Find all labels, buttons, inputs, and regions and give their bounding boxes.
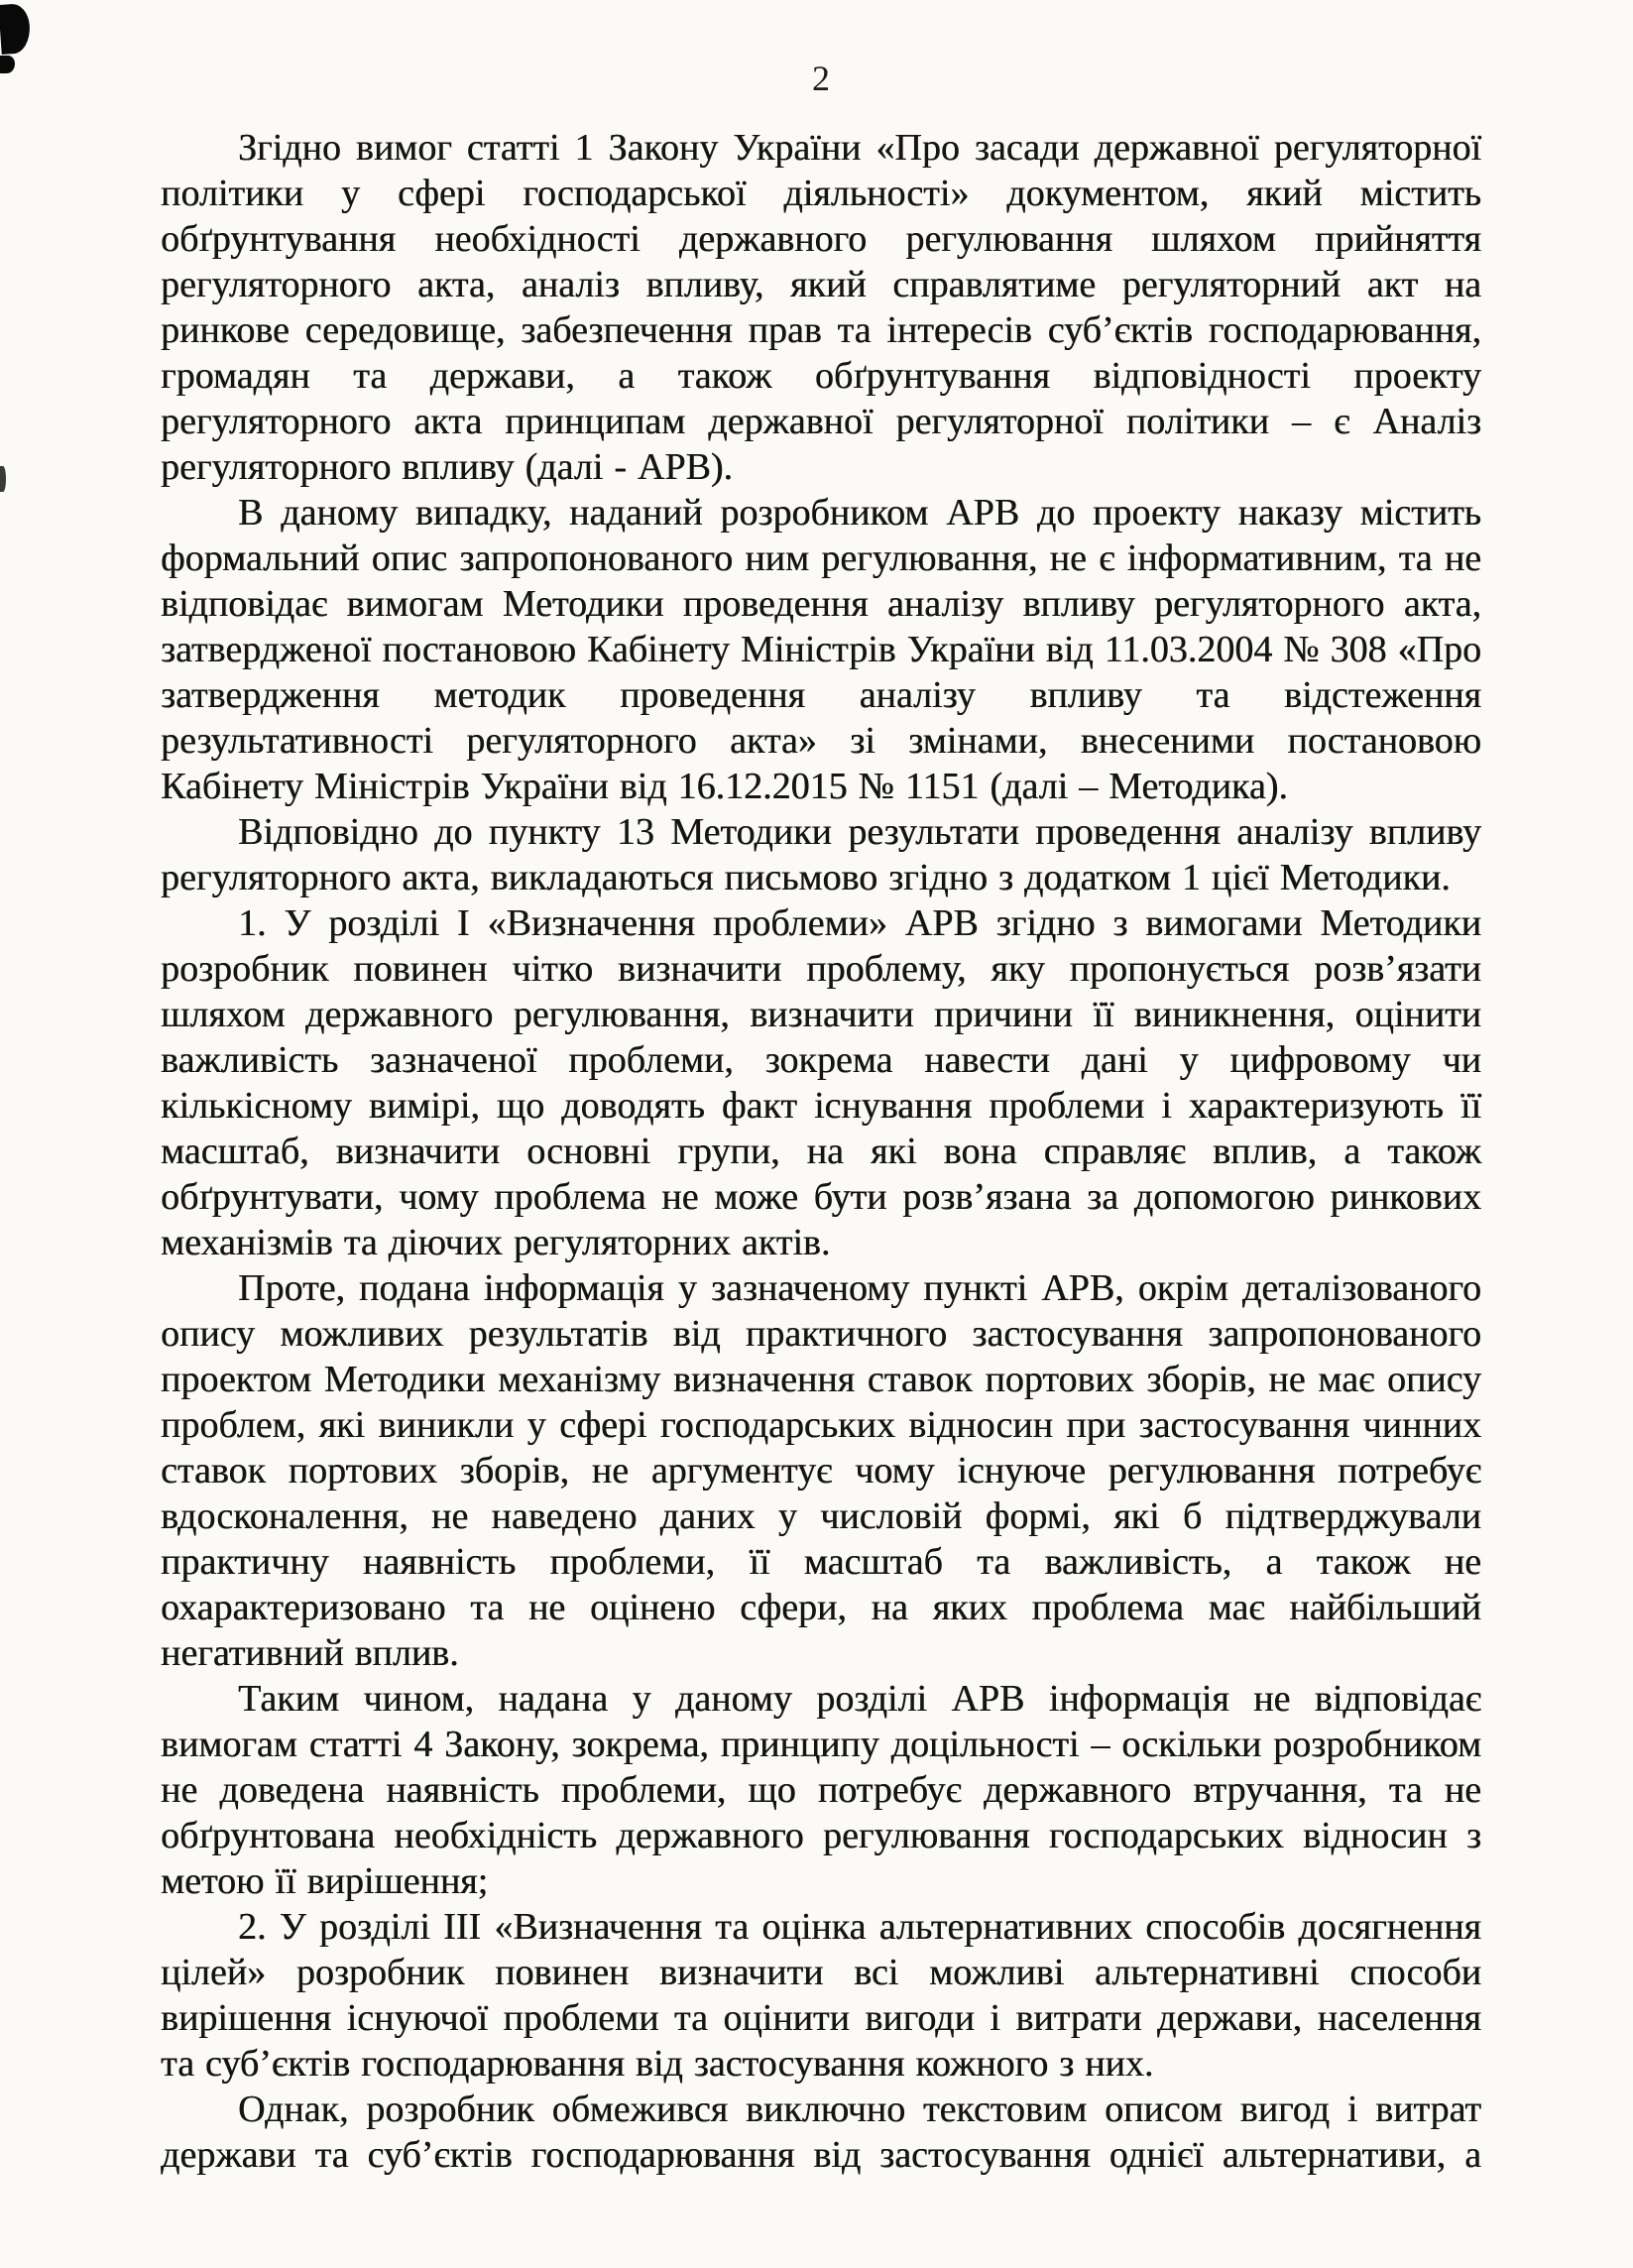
paragraph-item-1-section-1: 1. У розділі І «Визначення проблеми» АРВ згідно з вимогами Методики розробник повинен чітко визначити проблему, яку пропонується розв’язати шляхом державного регулювання, визначити причини її виникнення, оцінити важливість зазначеної проблеми, зокрема навести дані у цифровому чи кількісному вимірі, що доводять факт існування проблеми і характеризують її масштаб, визначити основні групи, на які вона справляє вплив, а також обґрунтувати, чому проблема не може бути розв’язана за допомогою ринкових механізмів та діючих регуляторних актів.	[161, 902, 1481, 1263]
paragraph-item-2-section-3: 2. У розділі ІІІ «Визначення та оцінка альтернативних способів досягнення цілей» розробник повинен визначити всі можливі альтернативні способи вирішення існуючої проблеми та оцінити вигоди і витрати держави, населення та суб’єктів господарювання від застосування кожного з них.	[161, 1906, 1481, 2085]
paragraph-arv-noncompliance: В даному випадку, наданий розробником АРВ до проекту наказу містить формальний опис запропонованого ним регулювання, не є інформативним, та не відповідає вимогам Методики проведення аналізу впливу регуляторного акта, затвердженої постановою Кабінету Міністрів України від 11.03.2004 № 308 «Про затвердження методик проведення аналізу впливу та відстеження результативності регуляторного акта» зі змінами, внесеними постановою Кабінету Міністрів України від 16.12.2015 № 1151 (далі – Методика).	[161, 492, 1481, 807]
paragraph-point-13: Відповідно до пункту 13 Методики результати проведення аналізу впливу регуляторного акта, викладаються письмово згідно з додатком 1 цієї Методики.	[161, 811, 1481, 898]
paragraph-critique-section-1: Проте, подана інформація у зазначеному пункті АРВ, окрім деталізованого опису можливих результатів від практичного застосування запропонованого проектом Методики механізму визначення ставок портових зборів, не має опису проблем, які виникли у сфері господарських відносин при застосування чинних ставок портових зборів, не аргументує чому існуюче регулювання потребує вдосконалення, не наведено даних у числовій формі, які б підтверджували практичну наявність проблеми, її масштаб та важливість, а також не охарактеризовано та не оцінено сфери, на яких проблема має найбільший негативний вплив.	[161, 1267, 1481, 1674]
scan-artifact	[0, 466, 6, 492]
paragraph-critique-section-3: Однак, розробник обмежився виключно текстовим описом вигод і витрат держави та суб’єктів господарювання від застосування однієї альтернативи, а	[161, 2089, 1481, 2176]
page-number: 2	[812, 59, 830, 98]
page-content	[161, 56, 1481, 2178]
scan-artifact	[0, 3, 32, 55]
scan-artifact	[0, 56, 15, 73]
paragraph-conclusion-section-1: Таким чином, надана у даному розділі АРВ інформація не відповідає вимогам статті 4 Закону, зокрема, принципу доцільності – оскільки розробником не доведена наявність проблеми, що потребує державного втручання, та не обґрунтована необхідність державного регулювання господарських відносин з метою її вирішення;	[161, 1678, 1481, 1902]
paragraph-intro-law: Згідно вимог статті 1 Закону України «Про засади державної регуляторної політики у сфері господарської діяльності» документом, який містить обґрунтування необхідності державного регулювання шляхом прийняття регуляторного акта, аналіз впливу, який справлятиме регуляторний акт на ринкове середовище, забезпечення прав та інтересів суб’єктів господарювання, громадян та держави, а також обґрунтування відповідності проекту регуляторного акта принципам державної регуляторної політики – є Аналіз регуляторного впливу (далі - АРВ).	[161, 127, 1481, 488]
